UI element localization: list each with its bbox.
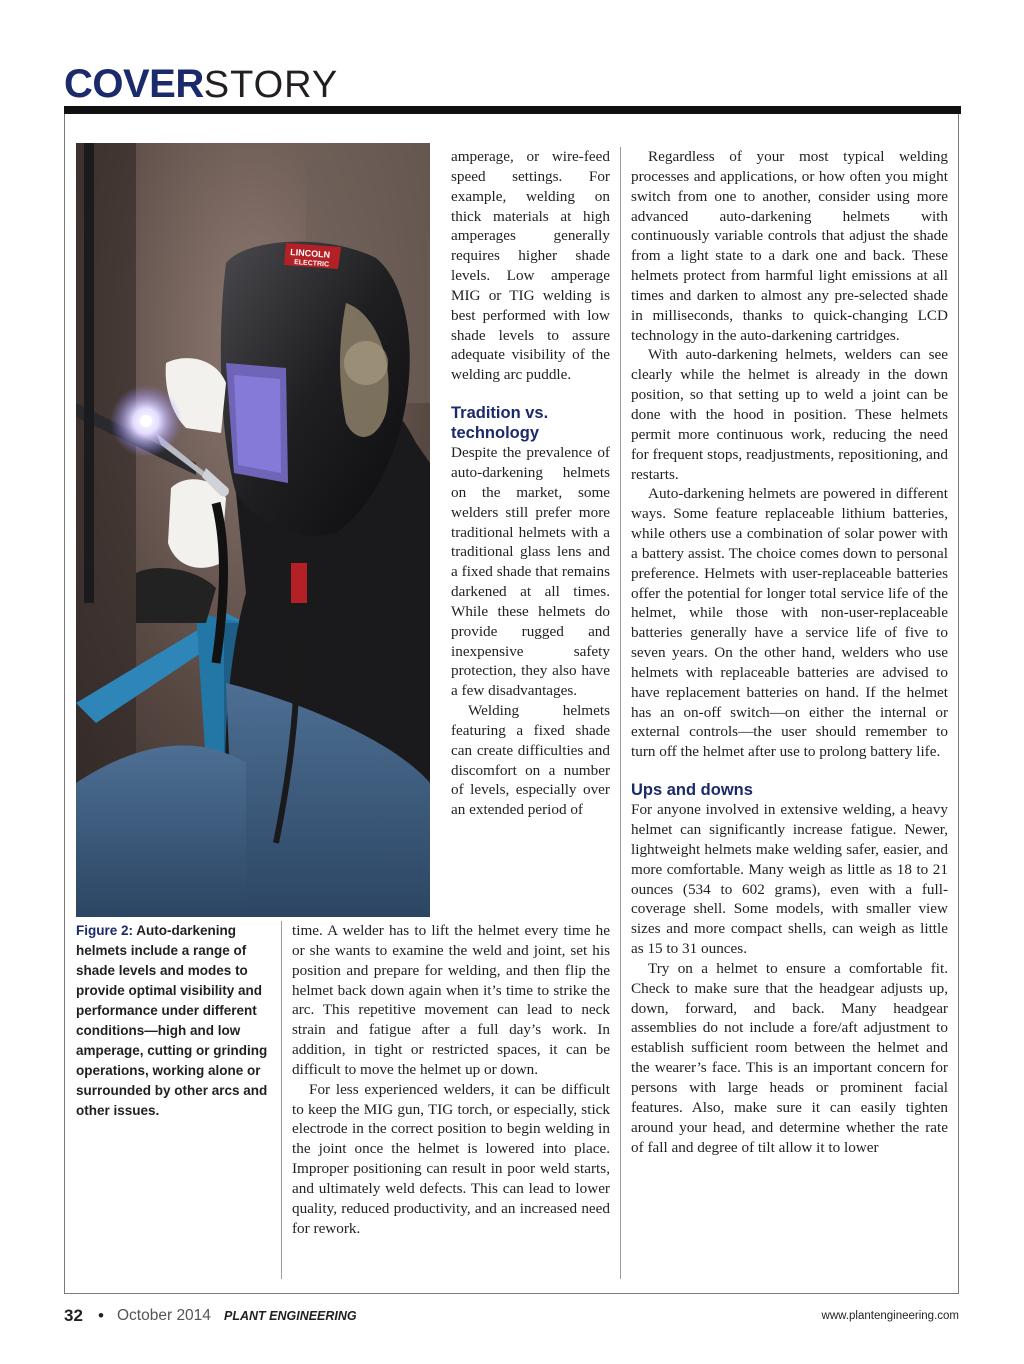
section-header: [64, 62, 338, 107]
welder-photo: [76, 143, 430, 917]
header-rule: [64, 106, 961, 114]
paragraph: With auto-darkening helmets, welders can see clearly while the helmet is already in the down position, so that setting up to weld a joint can be done with the hood in position. These helmets permit more continuous work, reducing the need for frequent stops, readjustments, repositioning, and restarts.: [631, 346, 948, 483]
paragraph: Try on a helmet to ensure a comfortable fit. Check to make sure that the headgear adjusts up, down, forward, and back. Many headgear assemblies do not include a fore/aft adjustment to establish sufficient room between the helmet and the wearer’s face. This is an important concern for persons with large heads or prominent facial features. Also, make sure it can easily tighten around your head, and determine whether the rate of fall and degree of tilt allow it to lower: [631, 959, 948, 1156]
footer-separator: •: [98, 1306, 104, 1325]
column-divider: [281, 921, 282, 1279]
section-title-bold: COVER: [64, 62, 204, 106]
paragraph: Regardless of your most typical welding processes and applications, or how often you might switch from one to another, consider using more advanced auto-darkening helmets with continuously variable controls that adjust the shade from a light state to a dark one and back. These helmets protect from harmful light emissions at all times and darken to almost any pre-selected shade in milliseconds, thanks to quick-changing LCD technology in the auto-darkening cartridges.: [631, 148, 948, 344]
article-column-short: [451, 147, 610, 820]
paragraph: Despite the prevalence of auto-darkening helmets on the market, some welders still prefer more traditional helmets with a traditional glass lens and a fixed shade that remains darkened at all times. While these helmets do provide rugged and inexpensive safety protection, they also have a few disadvantages.: [451, 444, 610, 700]
paragraph: Auto-darkening helmets are powered in different ways. Some feature replaceable lithium batteries, while others use a combination of solar power with a battery assist. The choice comes down to personal preference. Helmets with user-replaceable batteries offer the potential for longer total service life of the helmet, while those with non-user-replaceable batteries generally have a service life of five to seven years. On the other hand, welders who use helmets with replaceable batteries are advised to have replacement batteries on hand. If the helmet has an on-off switch—on either the internal or external controls—the user should remember to turn off the helmet after use to prolong battery life.: [631, 485, 948, 761]
page-footer: [64, 1306, 961, 1330]
caption-text: Auto-darkening helmets include a range of shade levels and modes to provide optimal visibility and performance under different conditions—high and low amperage, cutting or grinding operations, working alone or surrounded by other arcs and other issues.: [76, 923, 268, 1118]
paragraph: Welding helmets featuring a fixed shade can create difficulties and discomfort on a number of levels, especially over an extended period of: [451, 702, 610, 819]
paragraph: For anyone involved in extensive welding, a heavy helmet can significantly increase fatigue. Newer, lightweight helmets make welding safer, easier, and more comfortable. Many weigh as little as 18 to 21 ounces (534 to 602 grams), even with a full-coverage shell. Some models, with smaller view sizes and more compact shells, can weigh as little as 15 to 31 ounces.: [631, 801, 948, 958]
column-divider: [620, 147, 621, 1279]
helmet-brand-line2: ELECTRIC: [293, 259, 330, 269]
paragraph: time. A welder has to lift the helmet every time he or she wants to examine the weld and joint, set his position and prepare for welding, and then flip the helmet back down again when it’s time to strike the arc. This repetitive movement can lead to neck strain and fatigue after a full day’s work. In addition, in tight or restricted spaces, it can be difficult to move the helmet up or down.: [292, 922, 610, 1078]
section-title-light: STORY: [203, 64, 339, 106]
subheading-ups-and-downs: Ups and downs: [631, 781, 753, 800]
magazine-name: PLANT ENGINEERING: [224, 1309, 357, 1323]
paragraph: amperage, or wire-feed speed settings. For example, welding on thick materials at high amperages generally requires higher shade levels. Low amperage MIG or TIG welding is best performed with low shade levels to assure adequate visibility of the welding arc puddle.: [451, 148, 610, 384]
caption-label: Figure 2:: [76, 923, 134, 938]
article-column-right: [631, 147, 948, 1157]
issue-date: October 2014: [117, 1307, 211, 1324]
figure-caption: [76, 921, 272, 1121]
page-number: 32: [64, 1306, 83, 1325]
website-url: www.plantengineering.com: [821, 1310, 959, 1322]
subheading-tradition: Tradition vs. technology: [451, 404, 549, 443]
helmet-brand-line1: LINCOLN: [289, 247, 331, 260]
paragraph: For less experienced welders, it can be difficult to keep the MIG gun, TIG torch, or especially, stick electrode in the correct position to begin welding in the joint once the helmet is lowered into place. Improper positioning can result in poor weld starts, and ultimately weld defects. This can lead to lower quality, reduced productivity, and an increased need for rework.: [292, 1080, 610, 1237]
article-column-middle: [292, 921, 610, 1239]
